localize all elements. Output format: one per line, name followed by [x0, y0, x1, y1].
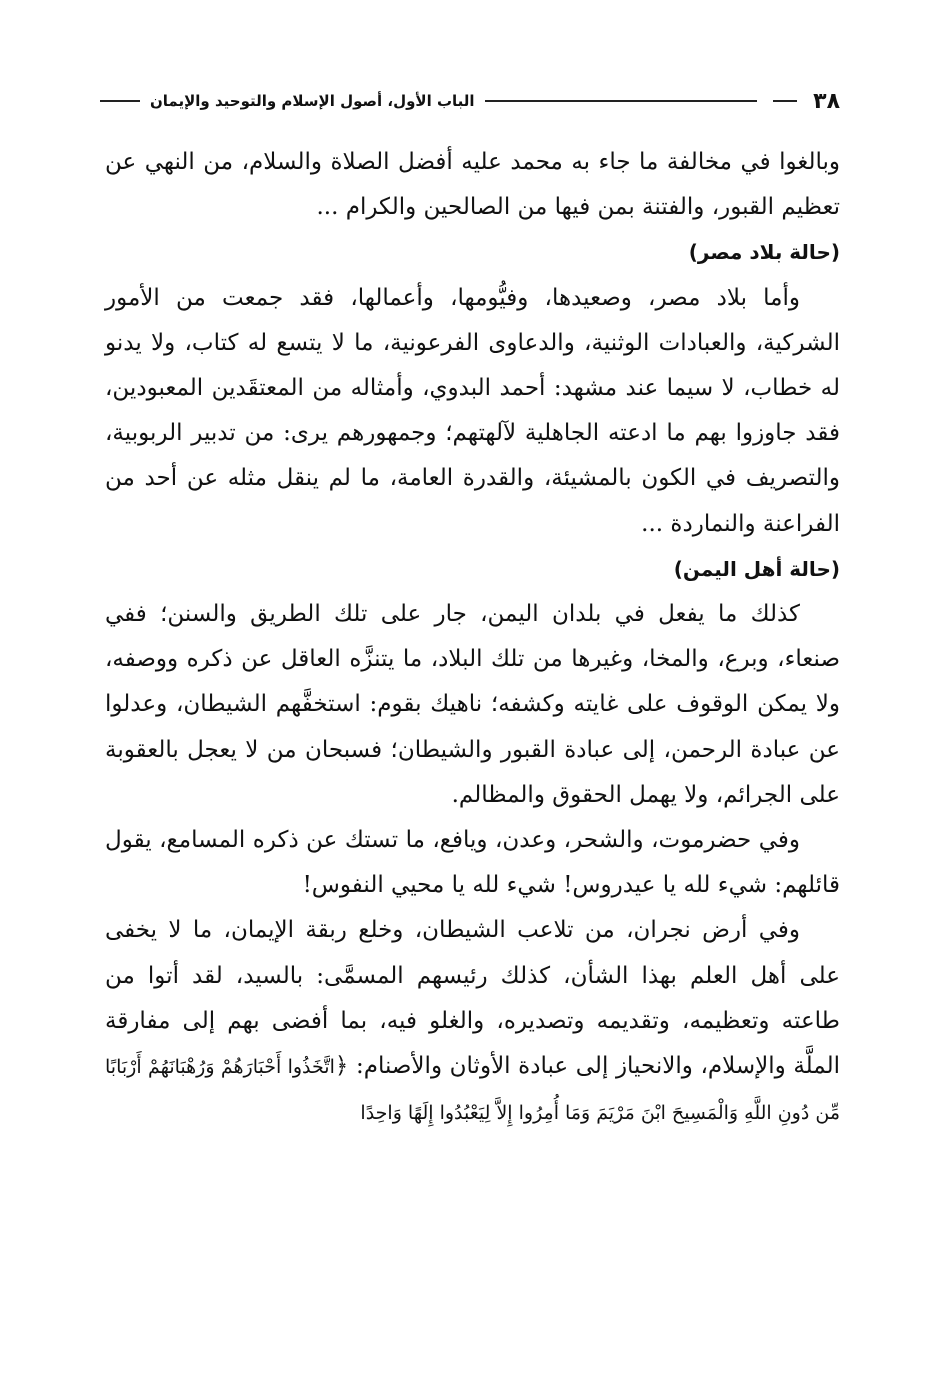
header-rule — [485, 100, 758, 102]
running-header — [100, 84, 840, 118]
quran-verse: اتَّخَذُوا أَحْبَارَهُمْ وَرُهْبَانَهُمْ أَرْبَابًا مِّن دُونِ اللَّهِ وَالْمَسِيحَ ابْنَ مَرْيَمَ وَمَا أُمِرُوا إِلاَّ لِيَعْبُدُوا إِلَهًا وَاحِدًا — [105, 1056, 840, 1125]
section-heading-egypt: (حالة بلاد مصر) — [688, 240, 840, 265]
paragraph-4: وفي حضرموت، والشحر، وعدن، ويافع، ما تستك عن ذكره المسامع، يقول قائلهم: شيء لله يا عيدروس! شيء لله يا محيي النفوس! — [105, 827, 840, 899]
header-dash — [773, 100, 797, 102]
chapter-title: الباب الأول، أصول الإسلام والتوحيد والإيمان — [150, 92, 475, 110]
paragraph-5 — [105, 908, 840, 1136]
page-body — [105, 140, 840, 1136]
paragraph-5-text: وفي أرض نجران، من تلاعب الشيطان، وخلع ربقة الإيمان، ما لا يخفى على أهل العلم بهذا الشأن، كذلك رئيسهم المسمَّى: بالسيد، لقد أتوا من طاعته وتعظيمه، وتقديمه وتصديره، والغلو فيه، بما أفضى بهم إلى مفارقة الملَّة والإسلام، والانحياز إلى عبادة الأوثان والأصنام: — [105, 917, 840, 1080]
page-number: ٣٨ — [813, 88, 840, 114]
quran-open-bracket: ﴿ — [334, 1053, 349, 1080]
paragraph-1: وبالغوا في مخالفة ما جاء به محمد عليه أفضل الصلاة والسلام، من النهي عن تعظيم القبور، والفتنة بمن فيها من الصالحين والكرام ... — [105, 149, 840, 221]
header-dash-end — [100, 100, 140, 102]
section-heading-yemen: (حالة أهل اليمن) — [673, 556, 840, 581]
paragraph-3: كذلك ما يفعل في بلدان اليمن، جار على تلك الطريق والسنن؛ ففي صنعاء، وبرع، والمخا، وغيرها من تلك البلاد، ما يتنزَّه العاقل عن ذكره ووصفه، ولا يمكن الوقوف على غايته وكشفه؛ ناهيك بقوم: استخفَّهم الشيطان، وعدلوا عن عبادة الرحمن، إلى عبادة القبور والشيطان؛ فسبحان من لا يعجل بالعقوبة على الجرائم، ولا يهمل الحقوق والمظالم. — [105, 601, 840, 808]
paragraph-2: وأما بلاد مصر، وصعيدها، وفيُّومها، وأعمالها، فقد جمعت من الأمور الشركية، والعبادات الوثنية، والدعاوى الفرعونية، ما لا يتسع له كتاب، ولا يدنو له خطاب، لا سيما عند مشهد: أحمد البدوي، وأمثاله من المعتقَدين المعبودين، فقد جاوزوا بهم ما ادعته الجاهلية لآلهتهم؛ وجمهورهم يرى: من تدبير الربوبية، والتصريف في الكون بالمشيئة، والقدرة العامة، ما لم ينقل مثله عن أحد من الفراعنة والنماردة ... — [105, 284, 840, 537]
